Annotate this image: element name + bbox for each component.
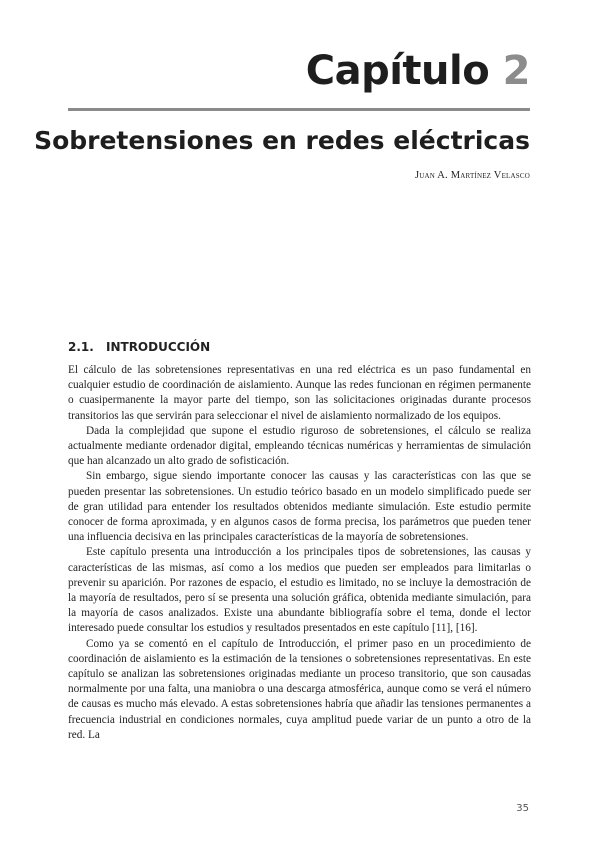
paragraph: Sin embargo, sigue siendo importante conocer las causas y las características con las que se pueden presentar las sobretensiones. Un estudio teórico basado en un modelo simplificado puede ser de gran utilidad para entender los resultados obtenidos mediante simulación. Este estudio permite conocer de forma aproximada, y en algunos casos de forma precisa, los parámetros que pueden tener una influencia decisiva en las principales características de la mayoría de sobretensiones. (68, 470, 531, 544)
body-text (68, 363, 531, 743)
section-number: 2.1. (68, 340, 94, 354)
paragraph: Como ya se comentó en el capítulo de Introducción, el primer paso en un procedimiento de coordinación de aislamiento es la estimación de la tensiones o sobretensiones representativas. En este capítulo se analizan las sobretensiones originadas mediante un proceso transitorio, que son causadas normalmente por una falta, una maniobra o una descarga atmosférica, aunque como se verá el número de causas es mucho más elevado. A estas sobretensiones habría que añadir las tensiones permanentes a frecuencia industrial en condiciones normales, cuya amplitud puede variar de un punto a otro de la red. La (68, 637, 531, 741)
page-number: 35 (516, 803, 529, 814)
chapter-label: Capítulo (305, 48, 490, 94)
paragraph: Este capítulo presenta una introducción a los principales tipos de sobretensiones, las causas y características de las mismas, así como a los medios que pueden ser empleados para limitarlas o prevenir su aparición. Por razones de espacio, el estudio es limitado, no se incluye la demostración de la mayoría de resultados, pero sí se presenta una solución gráfica, obtenida mediante simulación, para la mayoría de casos analizados. Existe una abundante bibliografía sobre el tema, donde el lector interesado puede consultar los estudios y resultados presentados en este capítulo [11], [16]. (68, 546, 531, 635)
chapter-number: 2 (502, 48, 530, 94)
chapter-heading (306, 48, 530, 94)
author: Juan A. Martínez Velasco (414, 170, 530, 181)
heading-rule (68, 108, 530, 111)
section-title: INTRODUCCIÓN (106, 340, 211, 354)
chapter-title: Sobretensiones en redes eléctricas (34, 126, 530, 155)
paragraph: El cálculo de las sobretensiones representativas en una red eléctrica es un paso fundamental en cualquier estudio de coordinación de aislamiento. Aunque las redes funcionan en régimen permanente o cuasipermanente la mayor parte del tiempo, son las solicitaciones originadas durante procesos transitorios las que servirán para seleccionar el nivel de aislamiento normalizado de los equipos. (68, 364, 531, 422)
paragraph: Dada la complejidad que supone el estudio riguroso de sobretensiones, el cálculo se realiza actualmente mediante ordenador digital, empleando técnicas numéricas y herramientas de simulación que han alcanzado un alto grado de sofisticación. (68, 424, 531, 468)
section-heading (68, 340, 210, 354)
